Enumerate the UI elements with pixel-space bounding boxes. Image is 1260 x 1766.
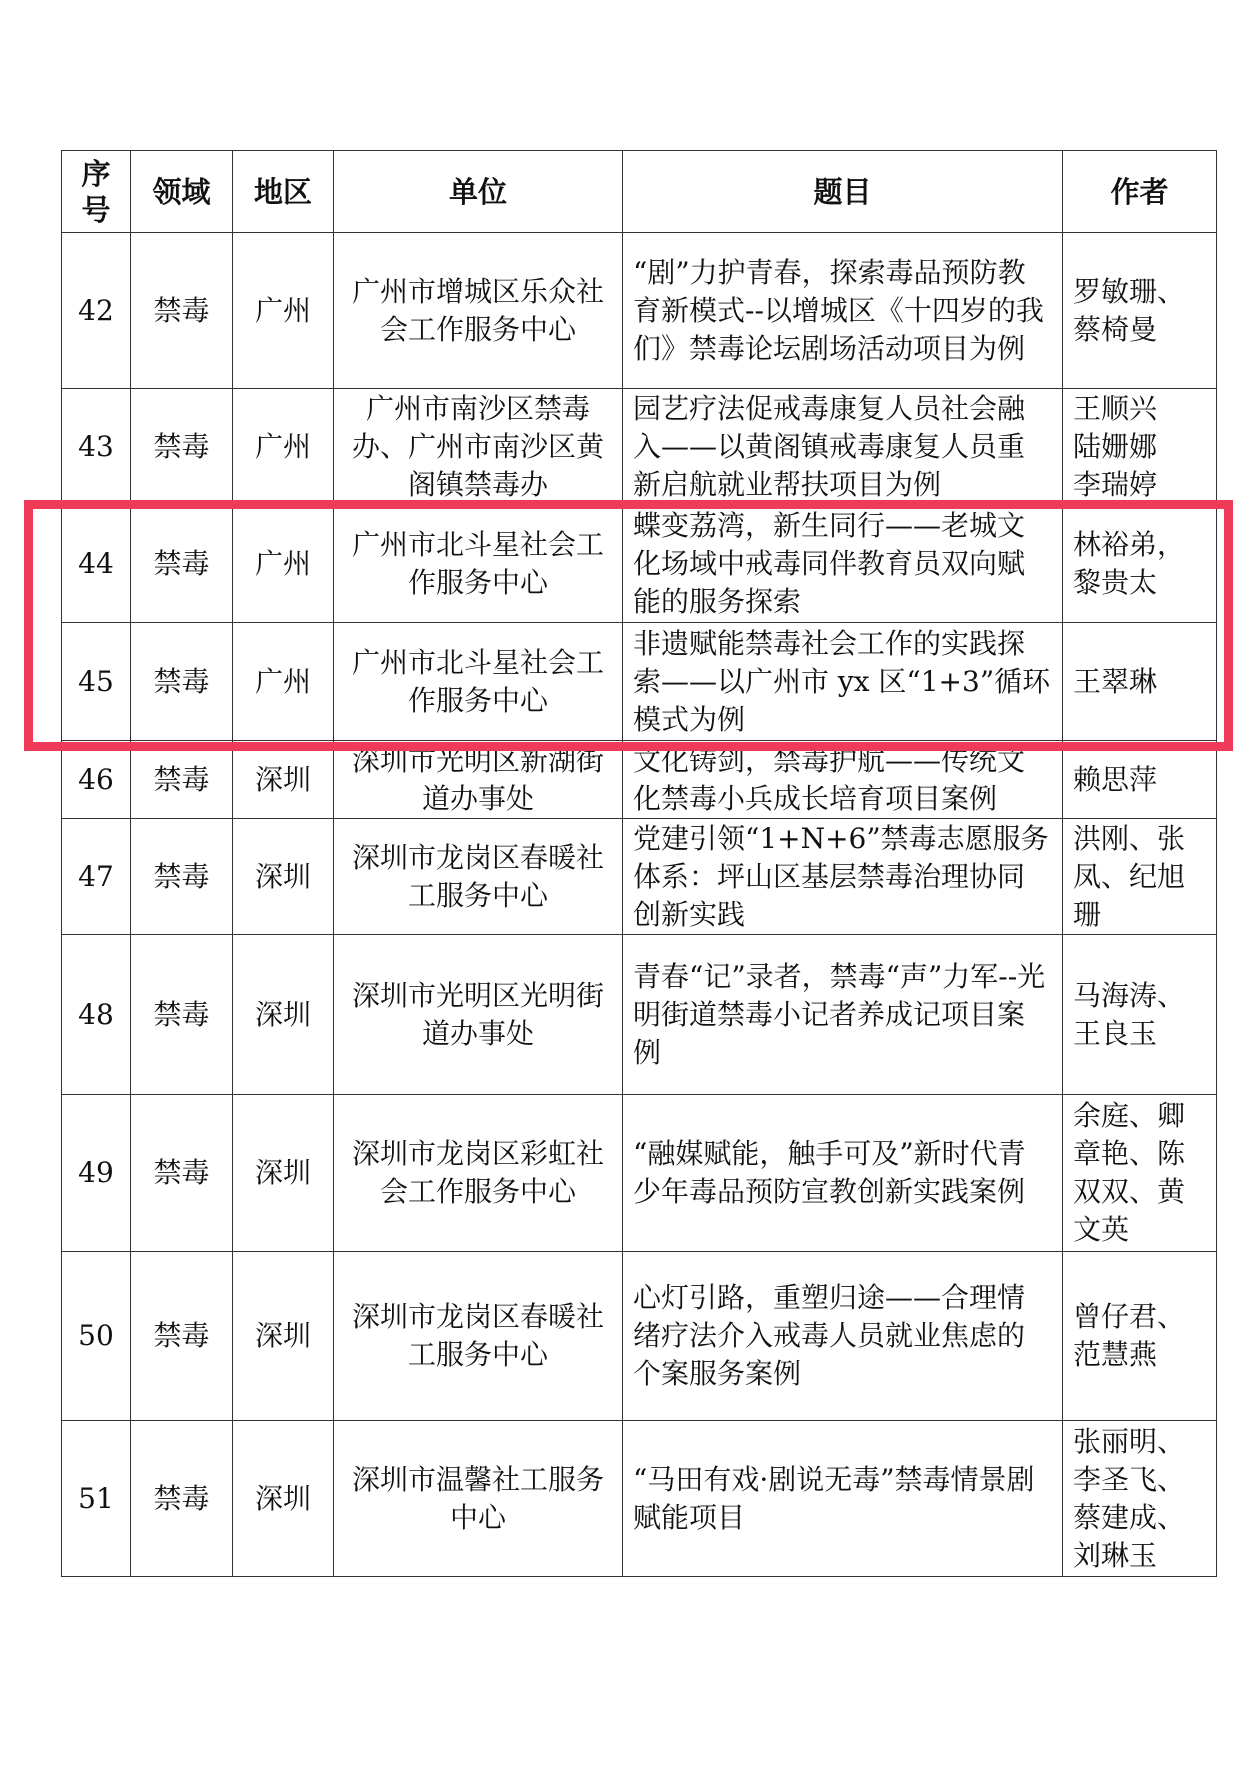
row-region: 深圳 [233, 741, 334, 819]
row-field: 禁毒 [131, 935, 233, 1095]
row-author: 余庭、卿章艳、陈双双、黄文英 [1063, 1095, 1217, 1252]
row-author: 张丽明、李圣飞、蔡建成、刘琳玉 [1063, 1421, 1217, 1577]
row-no: 42 [62, 233, 131, 389]
row-no: 49 [62, 1095, 131, 1252]
row-author: 罗敏珊、蔡椅曼 [1063, 233, 1217, 389]
header-unit: 单位 [334, 151, 623, 233]
row-region: 深圳 [233, 819, 334, 935]
row-unit: 广州市增城区乐众社会工作服务中心 [334, 233, 623, 389]
row-no: 47 [62, 819, 131, 935]
row-field: 禁毒 [131, 389, 233, 505]
header-no: 序号 [62, 151, 131, 233]
row-no: 46 [62, 741, 131, 819]
award-table [61, 150, 1217, 1577]
row-region: 广州 [233, 389, 334, 505]
row-no: 44 [62, 505, 131, 623]
table-row [62, 623, 1217, 741]
row-author: 洪刚、张凤、纪旭珊 [1063, 819, 1217, 935]
row-unit: 深圳市温馨社工服务中心 [334, 1421, 623, 1577]
table-row [62, 233, 1217, 389]
row-field: 禁毒 [131, 1095, 233, 1252]
row-region: 广州 [233, 623, 334, 741]
row-field: 禁毒 [131, 819, 233, 935]
table-row [62, 741, 1217, 819]
row-region: 深圳 [233, 1095, 334, 1252]
row-title: 心灯引路，重塑归途——合理情绪疗法介入戒毒人员就业焦虑的个案服务案例 [623, 1252, 1063, 1421]
row-field: 禁毒 [131, 1252, 233, 1421]
row-title: 非遗赋能禁毒社会工作的实践探索——以广州市 yx 区“1+3”循环模式为例 [623, 623, 1063, 741]
row-title: 蝶变荔湾，新生同行——老城文化场域中戒毒同伴教育员双向赋能的服务探索 [623, 505, 1063, 623]
row-unit: 广州市北斗星社会工作服务中心 [334, 623, 623, 741]
row-field: 禁毒 [131, 1421, 233, 1577]
header-row [62, 151, 1217, 233]
row-no: 48 [62, 935, 131, 1095]
row-region: 广州 [233, 233, 334, 389]
header-author: 作者 [1063, 151, 1217, 233]
header-title: 题目 [623, 151, 1063, 233]
row-unit: 深圳市光明区光明街道办事处 [334, 935, 623, 1095]
header-field: 领域 [131, 151, 233, 233]
table-row [62, 935, 1217, 1095]
row-unit: 广州市北斗星社会工作服务中心 [334, 505, 623, 623]
row-title: 园艺疗法促戒毒康复人员社会融入——以黄阁镇戒毒康复人员重新启航就业帮扶项目为例 [633, 391, 1026, 501]
row-field: 禁毒 [131, 623, 233, 741]
row-field: 禁毒 [131, 233, 233, 389]
row-unit: 深圳市龙岗区春暖社工服务中心 [334, 1252, 623, 1421]
row-unit: 深圳市龙岗区春暖社工服务中心 [334, 819, 623, 935]
row-region: 深圳 [233, 1421, 334, 1577]
table-row [62, 1095, 1217, 1252]
row-unit: 广州市南沙区禁毒办、广州市南沙区黄阁镇禁毒办 [351, 391, 604, 501]
row-region: 深圳 [233, 1252, 334, 1421]
row-title: 党建引领“1+N+6”禁毒志愿服务体系：坪山区基层禁毒治理协同创新实践 [623, 819, 1063, 935]
row-title: “融媒赋能，触手可及”新时代青少年毒品预防宣教创新实践案例 [623, 1095, 1063, 1252]
row-no: 43 [62, 389, 131, 505]
table-row [62, 1252, 1217, 1421]
row-no: 51 [62, 1421, 131, 1577]
header-region: 地区 [233, 151, 334, 233]
row-author: 曾仔君、范慧燕 [1063, 1252, 1217, 1421]
row-author: 王翠琳 [1063, 623, 1217, 741]
row-region: 广州 [233, 505, 334, 623]
row-unit: 深圳市龙岗区彩虹社会工作服务中心 [334, 1095, 623, 1252]
row-author: 林裕弟，黎贵太 [1063, 505, 1217, 623]
row-no: 45 [62, 623, 131, 741]
row-unit: 深圳市光明区新湖街道办事处 [351, 744, 604, 815]
table-row [62, 389, 1217, 505]
row-no: 50 [62, 1252, 131, 1421]
table-row [62, 505, 1217, 623]
row-field: 禁毒 [131, 505, 233, 623]
table-row [62, 1421, 1217, 1577]
table-row [62, 819, 1217, 935]
row-field: 禁毒 [131, 741, 233, 819]
row-title: “马田有戏·剧说无毒”禁毒情景剧赋能项目 [623, 1421, 1063, 1577]
row-title: 青春“记”录者，禁毒“声”力军--光明街道禁毒小记者养成记项目案例 [623, 935, 1063, 1095]
row-title: “剧”力护青春，探索毒品预防教育新模式--以增城区《十四岁的我们》禁毒论坛剧场活动项目为例 [623, 233, 1063, 389]
row-author: 马海涛、王良玉 [1063, 935, 1217, 1095]
row-author: 赖思萍 [1063, 741, 1217, 819]
row-title: 文化铸剑，禁毒护航——传统文化禁毒小兵成长培育项目案例 [633, 744, 1026, 815]
row-author: 王顺兴陆姗娜李瑞婷 [1073, 391, 1158, 501]
row-region: 深圳 [233, 935, 334, 1095]
